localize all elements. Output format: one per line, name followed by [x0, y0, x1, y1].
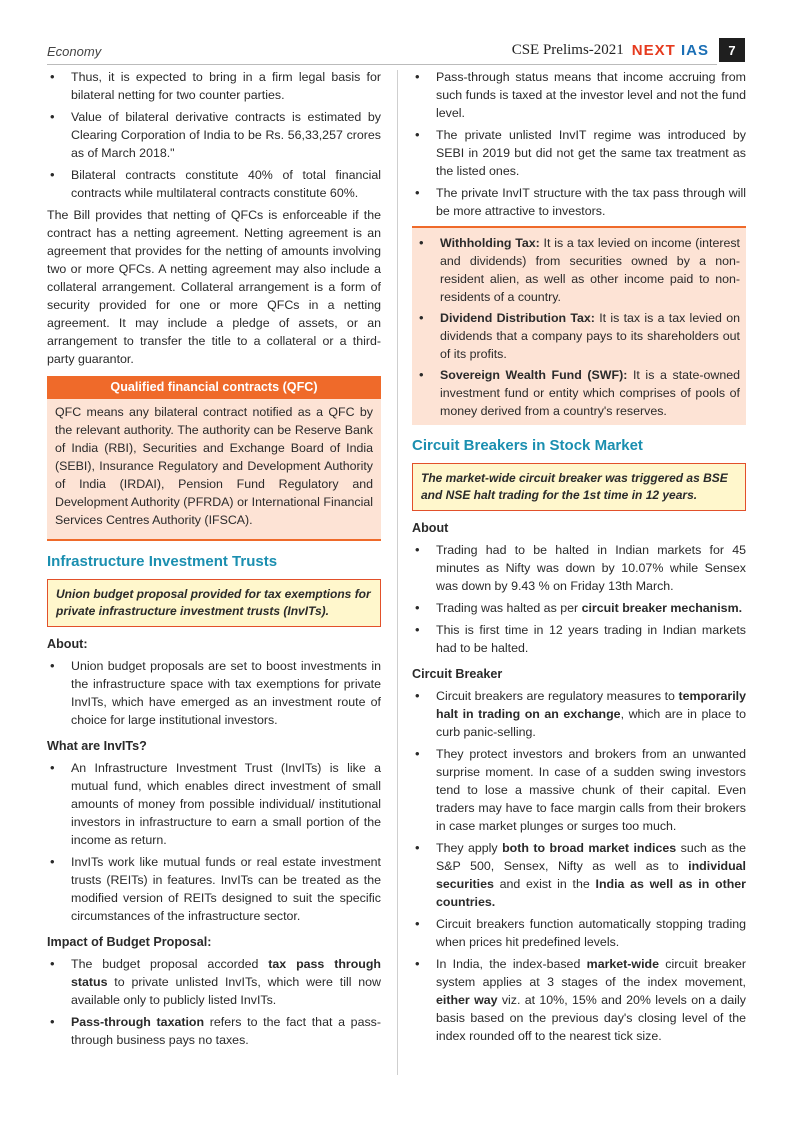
- list-item: [412, 687, 746, 741]
- exam-title: CSE Prelims-2021: [511, 41, 624, 58]
- bold-run: circuit breaker mechanism.: [581, 601, 743, 615]
- list-item: • Circuit breakers function automatically stopping trading when prices hit predefined levels.: [412, 915, 746, 951]
- definition-term: Dividend Distribution Tax:: [440, 311, 595, 325]
- header-right: [512, 38, 745, 62]
- text-run: Trading was halted as per: [436, 601, 582, 615]
- about-bullets: [412, 541, 746, 657]
- right-column: [412, 68, 746, 1049]
- list-item: • Union budget proposals are set to boost investments in the infrastructure space with tax exemptions for private InvITs, which have emerged as an investment route of choice for large institutional investors.: [47, 657, 381, 729]
- definition-term: Sovereign Wealth Fund (SWF):: [440, 368, 628, 382]
- text-run: They apply: [436, 841, 503, 855]
- bold-run: Pass-through taxation: [71, 1015, 205, 1029]
- definition-item: [416, 366, 740, 420]
- qfc-box: [47, 376, 381, 541]
- list-item: [412, 955, 746, 1045]
- list-item: • Value of bilateral derivative contracts is estimated by Clearing Corporation of India to be Rs. 56,33,257 crores as of March 2018.": [47, 108, 381, 162]
- invit-section-title: Infrastructure Investment Trusts: [47, 553, 278, 570]
- list-item: • Trading had to be halted in Indian markets for 45 minutes as Nifty was down by 10.07% while Sensex was down by 9.43 % on Friday 13th March.: [412, 541, 746, 595]
- text-run: The budget proposal accorded: [71, 957, 269, 971]
- definition-term: Withholding Tax:: [440, 236, 540, 250]
- header-rule: [47, 64, 717, 65]
- list-item: [47, 1013, 381, 1049]
- definition-text: It is a state-owned investment fund or entity which comprises of pools of money derived from a country's reserves.: [440, 368, 741, 418]
- brand-ias: IAS: [680, 41, 709, 59]
- intro-bullets: [47, 68, 381, 202]
- bold-run: India as well as in other countries.: [436, 877, 746, 909]
- brand-next: NEXT: [631, 41, 676, 59]
- section-label: Economy: [47, 44, 102, 59]
- bold-run: market-wide: [586, 957, 659, 971]
- column-divider: [397, 70, 398, 1075]
- list-item: [412, 599, 746, 617]
- about-heading: About: [412, 521, 449, 535]
- page-header: [47, 38, 745, 64]
- list-item: • An Infrastructure Investment Trust (InvITs) is like a mutual fund, which enables direct investment of small amounts of money from possible individual/ institutional investors in infrastructure to earn a small portion of the income as return.: [47, 759, 381, 849]
- text-run: Circuit breakers are regulatory measures to: [436, 689, 679, 703]
- definition-item: [416, 309, 740, 363]
- definitions-box: [412, 226, 746, 425]
- definition-item: [416, 234, 740, 306]
- list-item: • Thus, it is expected to bring in a firm legal basis for bilateral netting for two counter parties.: [47, 68, 381, 104]
- list-item: • They protect investors and brokers from an unwanted surprise moment. In case of a sudden swing investors tend to lose a massive chunk of their capital. Even traders may have to face margin calls from their brokers in case market plunges or surges too much.: [412, 745, 746, 835]
- list-item: [47, 955, 381, 1009]
- text-run: refers to the fact that a pass-through business pays no taxes.: [71, 1015, 381, 1047]
- text-run: to private unlisted InvITs, which were till now available only to publicly listed InvITs.: [71, 975, 381, 1007]
- brand-logo: [632, 42, 709, 59]
- definition-list: [416, 234, 740, 420]
- text-run: In India, the index-based: [436, 957, 587, 971]
- list-item: • The private InvIT structure with the tax pass through will be more attractive to investors.: [412, 184, 746, 220]
- bold-run: both to broad market indices: [502, 841, 677, 855]
- circuit-breaker-heading: Circuit Breaker: [412, 667, 503, 681]
- impact-heading: Impact of Budget Proposal:: [47, 935, 212, 949]
- list-item: • The private unlisted InvIT regime was introduced by SEBI in 2019 but did not get the same tax treatment as the listed ones.: [412, 126, 746, 180]
- text-run: circuit breaker system applies at 3 stages of the index movement,: [436, 957, 746, 989]
- passthrough-bullets: [412, 68, 746, 220]
- about-heading: About:: [47, 637, 88, 651]
- left-column: [47, 68, 381, 1053]
- qfc-body: QFC means any bilateral contract notified as a QFC by the relevant authority. The authority can be Reserve Bank of India (RBI), Securities and Exchange Board of India (SEBI), Insurance Regulatory and Development Authority of India (IRDAI), Pension Fund Regulatory and Development Authority (PFRDA) or International Financial Services Centres Authority (IFSCA).: [55, 405, 373, 527]
- text-run: , which are in place to curb panic-selling.: [436, 707, 746, 739]
- about-bullets: [47, 657, 381, 729]
- text-run: and exist in the: [493, 877, 596, 891]
- circuit-breaker-section-title: Circuit Breakers in Stock Market: [412, 437, 643, 454]
- impact-bullets: [47, 955, 381, 1049]
- text-run: such as the S&P 500, Sensex, Nifty as well as to: [436, 841, 747, 873]
- text-run: viz. at 10%, 15% and 20% levels on a daily basis based on the previous day's closing level of the index rounded off to the nearest tick size.: [436, 993, 747, 1043]
- circuit-breaker-callout: The market-wide circuit breaker was triggered as BSE and NSE halt trading for the 1st time in 12 years.: [412, 463, 746, 511]
- bold-run: individual securities: [436, 859, 746, 891]
- list-item: • This is first time in 12 years trading in Indian markets had to be halted.: [412, 621, 746, 657]
- netting-paragraph: The Bill provides that netting of QFCs is enforceable if the contract has a netting agreement. Netting agreement is an agreement that provides for the netting of amounts involving two or more QFCs. A netting agreement may also include a collateral arrangement. Collateral arrangement is a form of security provided for one or more QFCs in a netting agreement. It may include a pledge of assets, or an arrangement to transfer the title to a collateral or a third-party guarantor.: [47, 208, 381, 366]
- what-heading: What are InvITs?: [47, 739, 147, 753]
- definition-text: It is tax is a tax levied on dividends that a company pays to its shareholders out of its profits.: [440, 311, 740, 361]
- bold-run: either way: [436, 993, 498, 1007]
- breaker-bullets: [412, 687, 746, 1045]
- bold-run: tax pass through status: [71, 957, 381, 989]
- what-bullets: [47, 759, 381, 925]
- list-item: • Bilateral contracts constitute 40% of total financial contracts while multilateral contracts constitute 60%.: [47, 166, 381, 202]
- qfc-title: Qualified financial contracts (QFC): [47, 376, 381, 399]
- invit-callout: Union budget proposal provided for tax exemptions for private infrastructure investment trusts (InvITs).: [47, 579, 381, 627]
- definition-text: It is a tax levied on income (interest and dividends) from securities owned by a non-resident alien, as well as other income paid to non-residents of a country.: [440, 236, 741, 304]
- list-item: [412, 839, 746, 911]
- list-item: • Pass-through status means that income accruing from such funds is taxed at the investor level and not the fund level.: [412, 68, 746, 122]
- list-item: • InvITs work like mutual funds or real estate investment trusts (REITs) in features. InvITs can be treated as the modified version of REITs designed to suit the specific circumstances of the infrastructure sector.: [47, 853, 381, 925]
- bold-run: temporarily halt in trading on an exchange: [436, 689, 746, 721]
- page-number: 7: [719, 38, 745, 62]
